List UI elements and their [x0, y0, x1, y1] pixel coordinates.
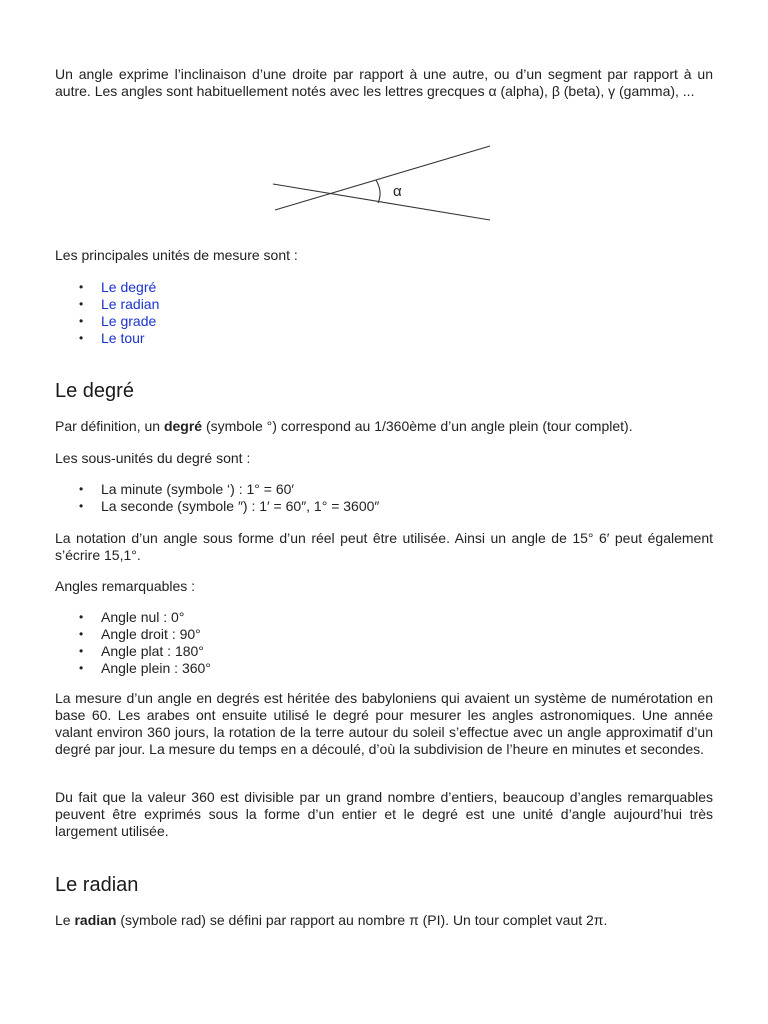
babyloniens-paragraph: La mesure d’un angle en degrés est héritée des babyloniens qui avaient un système de numérotation en base 60. Les arabes ont ensuite utilisé le degré pour mesurer les angles astronomiques. Une année valant environ 360 jours, la rotation de la terre autour du soleil s’effectue avec un angle approximatif d’un degré par jour. La mesure du temps en a découlé, d’où la subdivision de l’heure en minutes et secondes. [55, 690, 713, 757]
angle-diagram [270, 140, 495, 230]
radian-def-bold: radian [74, 912, 117, 928]
notation-paragraph: La notation d’un angle sous forme d’un réel peut être utilisée. Ainsi un angle de 15° 6′ peut également s’écrire 15,1°. [55, 530, 713, 563]
units-intro: Les principales unités de mesure sont : [55, 247, 298, 263]
list-item: • Angle nul : 0° [55, 609, 211, 626]
radian-def-prefix: Le [55, 912, 75, 928]
heading-le-degre: Le degré [55, 380, 134, 402]
angle-alpha-label: α [393, 183, 402, 200]
list-item: • Angle plat : 180° [55, 643, 211, 660]
divisible-paragraph: Du fait que la valeur 360 est divisible par un grand nombre d’entiers, beaucoup d’angles remarquables peuvent être exprimés sous la forme d’un entier et le degré est une unité d’angle aujourd’hui très largement utilisée. [55, 789, 713, 839]
intro-paragraph: Un angle exprime l’inclinaison d’une droite par rapport à une autre, ou d’un segment par rapport à un autre. Les angles sont habituellement notés avec les lettres grecques α (alpha), β (beta), γ (gamma), ... [55, 66, 713, 99]
angle-line-lower [273, 184, 490, 220]
angle-line-upper [275, 146, 490, 210]
radian-definition [55, 912, 607, 929]
degre-definition [55, 418, 633, 435]
angle-arc [376, 180, 380, 203]
list-item: • Angle droit : 90° [55, 626, 211, 643]
units-list [55, 279, 159, 347]
list-item [55, 313, 159, 330]
heading-le-radian: Le radian [55, 874, 139, 896]
link-le-tour[interactable]: Le tour [101, 330, 145, 346]
degre-def-prefix: Par définition, un [55, 418, 164, 434]
link-le-radian[interactable]: Le radian [101, 296, 160, 312]
radian-def-suffix: (symbole rad) se défini par rapport au nombre π (PI). Un tour complet vaut 2π. [116, 912, 608, 928]
list-item: • La seconde (symbole ″) : 1′ = 60″, 1° = 3600″ [55, 498, 379, 515]
list-item [55, 330, 159, 347]
link-le-grade[interactable]: Le grade [101, 313, 157, 329]
sous-unites-list [55, 481, 379, 515]
list-item [55, 279, 159, 296]
degre-def-bold: degré [163, 418, 203, 434]
list-item [55, 296, 159, 313]
remarquables-intro: Angles remarquables : [55, 578, 196, 594]
list-item: • Angle plein : 360° [55, 660, 211, 677]
link-le-degre[interactable]: Le degré [101, 279, 157, 295]
sous-unites-intro: Les sous-unités du degré sont : [55, 450, 251, 466]
degre-def-suffix: (symbole °) correspond au 1/360ème d’un angle plein (tour complet). [202, 418, 633, 434]
remarquables-list [55, 609, 211, 677]
list-item: • La minute (symbole ‘) : 1° = 60′ [55, 481, 379, 498]
